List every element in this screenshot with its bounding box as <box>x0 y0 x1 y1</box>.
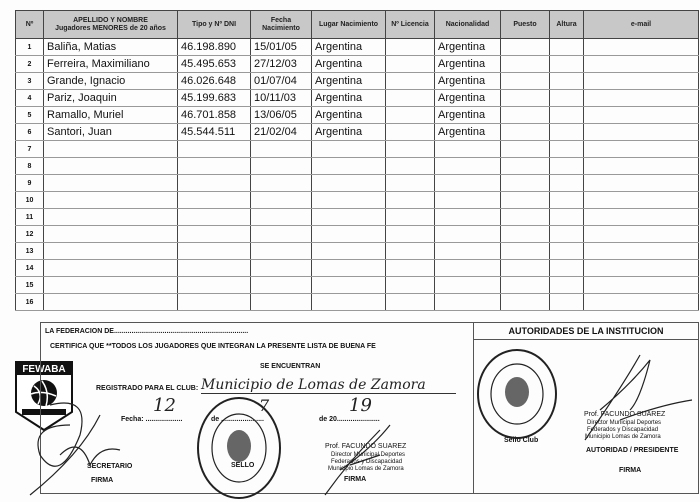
cell-license <box>386 277 435 294</box>
cell-nationality <box>435 260 501 277</box>
cell-num: 9 <box>16 175 44 192</box>
cell-email <box>584 243 699 260</box>
cell-num: 14 <box>16 260 44 277</box>
authority-official-name: Prof. FACUNDO SUAREZ <box>584 411 666 418</box>
seal-label: SELLO <box>231 462 255 469</box>
cell-position <box>501 192 550 209</box>
date-month: 7 <box>259 396 270 415</box>
club-label: REGISTRADO PARA EL CLUB: <box>96 385 199 392</box>
table-row <box>16 260 699 277</box>
cell-position <box>501 175 550 192</box>
cell-license <box>386 39 435 56</box>
authority-official-title3: Municipio Lomas de Zamora <box>585 434 661 440</box>
cell-nationality: Argentina <box>435 56 501 73</box>
municipal-seal-stamp <box>196 396 282 500</box>
cell-birth <box>251 277 312 294</box>
cell-dni <box>178 175 251 192</box>
cell-birth <box>251 294 312 311</box>
cell-name <box>44 294 178 311</box>
cell-height <box>550 277 584 294</box>
cell-nationality <box>435 226 501 243</box>
cell-num: 5 <box>16 107 44 124</box>
club-value: Municipio de Lomas de Zamora <box>201 377 456 394</box>
cell-height <box>550 260 584 277</box>
table-row <box>16 56 699 73</box>
cell-nationality: Argentina <box>435 90 501 107</box>
cell-name: Santori, Juan <box>44 124 178 141</box>
cell-name <box>44 175 178 192</box>
header-birthplace: Lugar Nacimiento <box>312 11 386 39</box>
table-header-row <box>16 11 699 39</box>
date-of-label: de ...................... <box>211 416 264 423</box>
header-height: Altura <box>550 11 584 39</box>
cell-num: 15 <box>16 277 44 294</box>
cell-birthplace <box>312 243 386 260</box>
cell-position <box>501 226 550 243</box>
cell-position <box>501 107 550 124</box>
svg-text:FEWABA: FEWABA <box>22 364 66 375</box>
cell-num: 2 <box>16 56 44 73</box>
cell-name <box>44 209 178 226</box>
cell-dni <box>178 277 251 294</box>
cell-birth <box>251 158 312 175</box>
header-nationality: Nacionalidad <box>435 11 501 39</box>
cell-birthplace: Argentina <box>312 90 386 107</box>
cell-license <box>386 192 435 209</box>
cell-license <box>386 107 435 124</box>
cell-height <box>550 124 584 141</box>
cell-birth: 01/07/04 <box>251 73 312 90</box>
year-value: 19 <box>349 395 372 416</box>
cell-birthplace <box>312 277 386 294</box>
header-num: Nº <box>16 11 44 39</box>
cell-num: 11 <box>16 209 44 226</box>
cell-dni: 45.199.683 <box>178 90 251 107</box>
cell-birthplace: Argentina <box>312 56 386 73</box>
cell-num: 3 <box>16 73 44 90</box>
cell-birth: 21/02/04 <box>251 124 312 141</box>
table-row <box>16 90 699 107</box>
cell-dni <box>178 260 251 277</box>
cell-dni: 46.026.648 <box>178 73 251 90</box>
table-row <box>16 73 699 90</box>
cell-email <box>584 192 699 209</box>
cell-email <box>584 226 699 243</box>
authority-official-title1: Director Municipal Deportes <box>587 420 662 426</box>
cell-dni <box>178 209 251 226</box>
cell-birthplace <box>312 294 386 311</box>
cell-license <box>386 56 435 73</box>
cell-email <box>584 56 699 73</box>
cell-height <box>550 141 584 158</box>
cell-num: 8 <box>16 158 44 175</box>
cell-name: Pariz, Joaquin <box>44 90 178 107</box>
cell-nationality <box>435 192 501 209</box>
cell-dni <box>178 226 251 243</box>
cell-email <box>584 124 699 141</box>
cell-position <box>501 158 550 175</box>
header-position: Puesto <box>501 11 550 39</box>
cell-height <box>550 192 584 209</box>
cell-position <box>501 260 550 277</box>
cell-birthplace <box>312 141 386 158</box>
cell-email <box>584 141 699 158</box>
cell-position <box>501 39 550 56</box>
cell-birthplace <box>312 226 386 243</box>
cell-name <box>44 277 178 294</box>
cell-dni <box>178 158 251 175</box>
cell-height <box>550 158 584 175</box>
cell-name <box>44 243 178 260</box>
cell-license <box>386 73 435 90</box>
cell-num: 1 <box>16 39 44 56</box>
official-name: Prof. FACUNDO SUAREZ <box>325 443 407 450</box>
date-day: 12 <box>153 395 176 416</box>
cell-email <box>584 90 699 107</box>
cell-license <box>386 124 435 141</box>
cell-birthplace: Argentina <box>312 73 386 90</box>
cell-name <box>44 260 178 277</box>
table-row <box>16 243 699 260</box>
cell-name: Ramallo, Muriel <box>44 107 178 124</box>
found-text: SE ENCUENTRAN <box>260 363 321 370</box>
official-title1: Director Municipal Deportes <box>331 452 406 458</box>
cell-num: 16 <box>16 294 44 311</box>
cell-birth <box>251 192 312 209</box>
cell-license <box>386 294 435 311</box>
cell-height <box>550 56 584 73</box>
official-title2: Federados y Discapacidad <box>331 459 403 465</box>
cell-birth <box>251 209 312 226</box>
cell-birthplace <box>312 175 386 192</box>
cell-birth <box>251 243 312 260</box>
cell-email <box>584 175 699 192</box>
cell-email <box>584 277 699 294</box>
cell-dni <box>178 294 251 311</box>
cell-birthplace <box>312 260 386 277</box>
cell-position <box>501 124 550 141</box>
cell-birthplace: Argentina <box>312 107 386 124</box>
table-row <box>16 226 699 243</box>
official-title3: Municipio Lomas de Zamora <box>328 466 404 472</box>
federation-label: LA FEDERACION DE..................................................................... <box>45 328 249 335</box>
cell-name: Grande, Ignacio <box>44 73 178 90</box>
header-dni: Tipo y Nº DNI <box>178 11 251 39</box>
cell-name <box>44 226 178 243</box>
secretary-signature-label: FIRMA <box>91 477 114 484</box>
cell-birthplace <box>312 192 386 209</box>
table-row <box>16 107 699 124</box>
cell-name: Ferreira, Maximiliano <box>44 56 178 73</box>
header-birth-line1: Fecha <box>270 16 292 24</box>
table-row <box>16 158 699 175</box>
cell-email <box>584 39 699 56</box>
header-birth-line2: Nacimiento <box>262 24 300 32</box>
header-name-line2: Jugadores MENORES de 20 años <box>55 24 166 32</box>
cell-nationality: Argentina <box>435 107 501 124</box>
cell-height <box>550 107 584 124</box>
cell-name: Baliña, Matias <box>44 39 178 56</box>
cell-dni <box>178 243 251 260</box>
secretary-label: SECRETARIO <box>87 463 133 470</box>
header-license: Nº Licencia <box>386 11 435 39</box>
year-label: de 20...................... <box>319 416 380 423</box>
cell-license <box>386 141 435 158</box>
cell-birthplace <box>312 209 386 226</box>
cell-nationality: Argentina <box>435 124 501 141</box>
cell-email <box>584 260 699 277</box>
cell-height <box>550 175 584 192</box>
table-row <box>16 277 699 294</box>
cell-nationality <box>435 294 501 311</box>
table-row <box>16 175 699 192</box>
cell-position <box>501 73 550 90</box>
cell-email <box>584 209 699 226</box>
cell-license <box>386 209 435 226</box>
cell-birth: 13/06/05 <box>251 107 312 124</box>
cell-position <box>501 209 550 226</box>
cell-num: 13 <box>16 243 44 260</box>
secretary-signature <box>20 395 133 500</box>
certification-text: CERTIFICA QUE **TODOS LOS JUGADORES QUE INTEGRAN LA PRESENTE LISTA DE BUENA FE <box>50 343 376 350</box>
cell-name <box>44 192 178 209</box>
cell-dni: 46.701.858 <box>178 107 251 124</box>
cell-email <box>584 158 699 175</box>
table-row <box>16 192 699 209</box>
cell-email <box>584 294 699 311</box>
cell-nationality <box>435 277 501 294</box>
authority-role: AUTORIDAD / PRESIDENTE <box>586 447 679 454</box>
cell-license <box>386 158 435 175</box>
header-name-line1: APELLIDO Y NOMBRE <box>73 16 148 24</box>
cell-nationality <box>435 141 501 158</box>
date-label: Fecha: ................... <box>121 416 183 423</box>
cell-nationality <box>435 175 501 192</box>
cell-dni <box>178 141 251 158</box>
cell-position <box>501 277 550 294</box>
cell-license <box>386 226 435 243</box>
cell-license <box>386 90 435 107</box>
cell-dni <box>178 192 251 209</box>
authority-signature-label: FIRMA <box>619 467 642 474</box>
cell-num: 12 <box>16 226 44 243</box>
cell-height <box>550 209 584 226</box>
cell-name <box>44 158 178 175</box>
table-row <box>16 209 699 226</box>
table-row <box>16 141 699 158</box>
cell-license <box>386 260 435 277</box>
cell-height <box>550 243 584 260</box>
cell-dni: 45.544.511 <box>178 124 251 141</box>
cell-nationality: Argentina <box>435 73 501 90</box>
cell-num: 10 <box>16 192 44 209</box>
official-signature-label: FIRMA <box>344 476 367 483</box>
cell-nationality <box>435 158 501 175</box>
cell-license <box>386 175 435 192</box>
cell-email <box>584 107 699 124</box>
cell-nationality: Argentina <box>435 39 501 56</box>
header-email: e-mail <box>584 11 699 39</box>
cell-height <box>550 294 584 311</box>
cell-birth: 27/12/03 <box>251 56 312 73</box>
cell-birth: 10/11/03 <box>251 90 312 107</box>
cell-nationality <box>435 243 501 260</box>
cell-birth <box>251 141 312 158</box>
player-roster-table <box>15 10 699 311</box>
club-seal-stamp <box>476 348 558 440</box>
cell-birth: 15/01/05 <box>251 39 312 56</box>
cell-email <box>584 73 699 90</box>
cell-num: 6 <box>16 124 44 141</box>
cell-position <box>501 294 550 311</box>
cell-dni: 46.198.890 <box>178 39 251 56</box>
authority-signature <box>580 350 695 460</box>
cell-height <box>550 90 584 107</box>
club-seal-label: Sello Club <box>504 437 539 444</box>
cell-position <box>501 90 550 107</box>
table-row <box>16 124 699 141</box>
cell-position <box>501 243 550 260</box>
cell-position <box>501 141 550 158</box>
cell-num: 7 <box>16 141 44 158</box>
cell-dni: 45.495.653 <box>178 56 251 73</box>
cell-birthplace: Argentina <box>312 124 386 141</box>
table-row <box>16 294 699 311</box>
authority-official-title2: Federados y Discapacidad <box>587 427 659 433</box>
official-signature <box>320 420 403 500</box>
header-name <box>44 11 178 39</box>
cell-birth <box>251 226 312 243</box>
table-row <box>16 39 699 56</box>
cell-height <box>550 73 584 90</box>
cell-birth <box>251 260 312 277</box>
cell-birthplace: Argentina <box>312 39 386 56</box>
cell-nationality <box>435 209 501 226</box>
cell-num: 4 <box>16 90 44 107</box>
cell-birth <box>251 175 312 192</box>
cell-license <box>386 243 435 260</box>
cell-height <box>550 226 584 243</box>
cell-birthplace <box>312 158 386 175</box>
cell-name <box>44 141 178 158</box>
cell-height <box>550 39 584 56</box>
header-birth <box>251 11 312 39</box>
cell-position <box>501 56 550 73</box>
authorities-title: AUTORIDADES DE LA INSTITUCION <box>474 323 698 340</box>
